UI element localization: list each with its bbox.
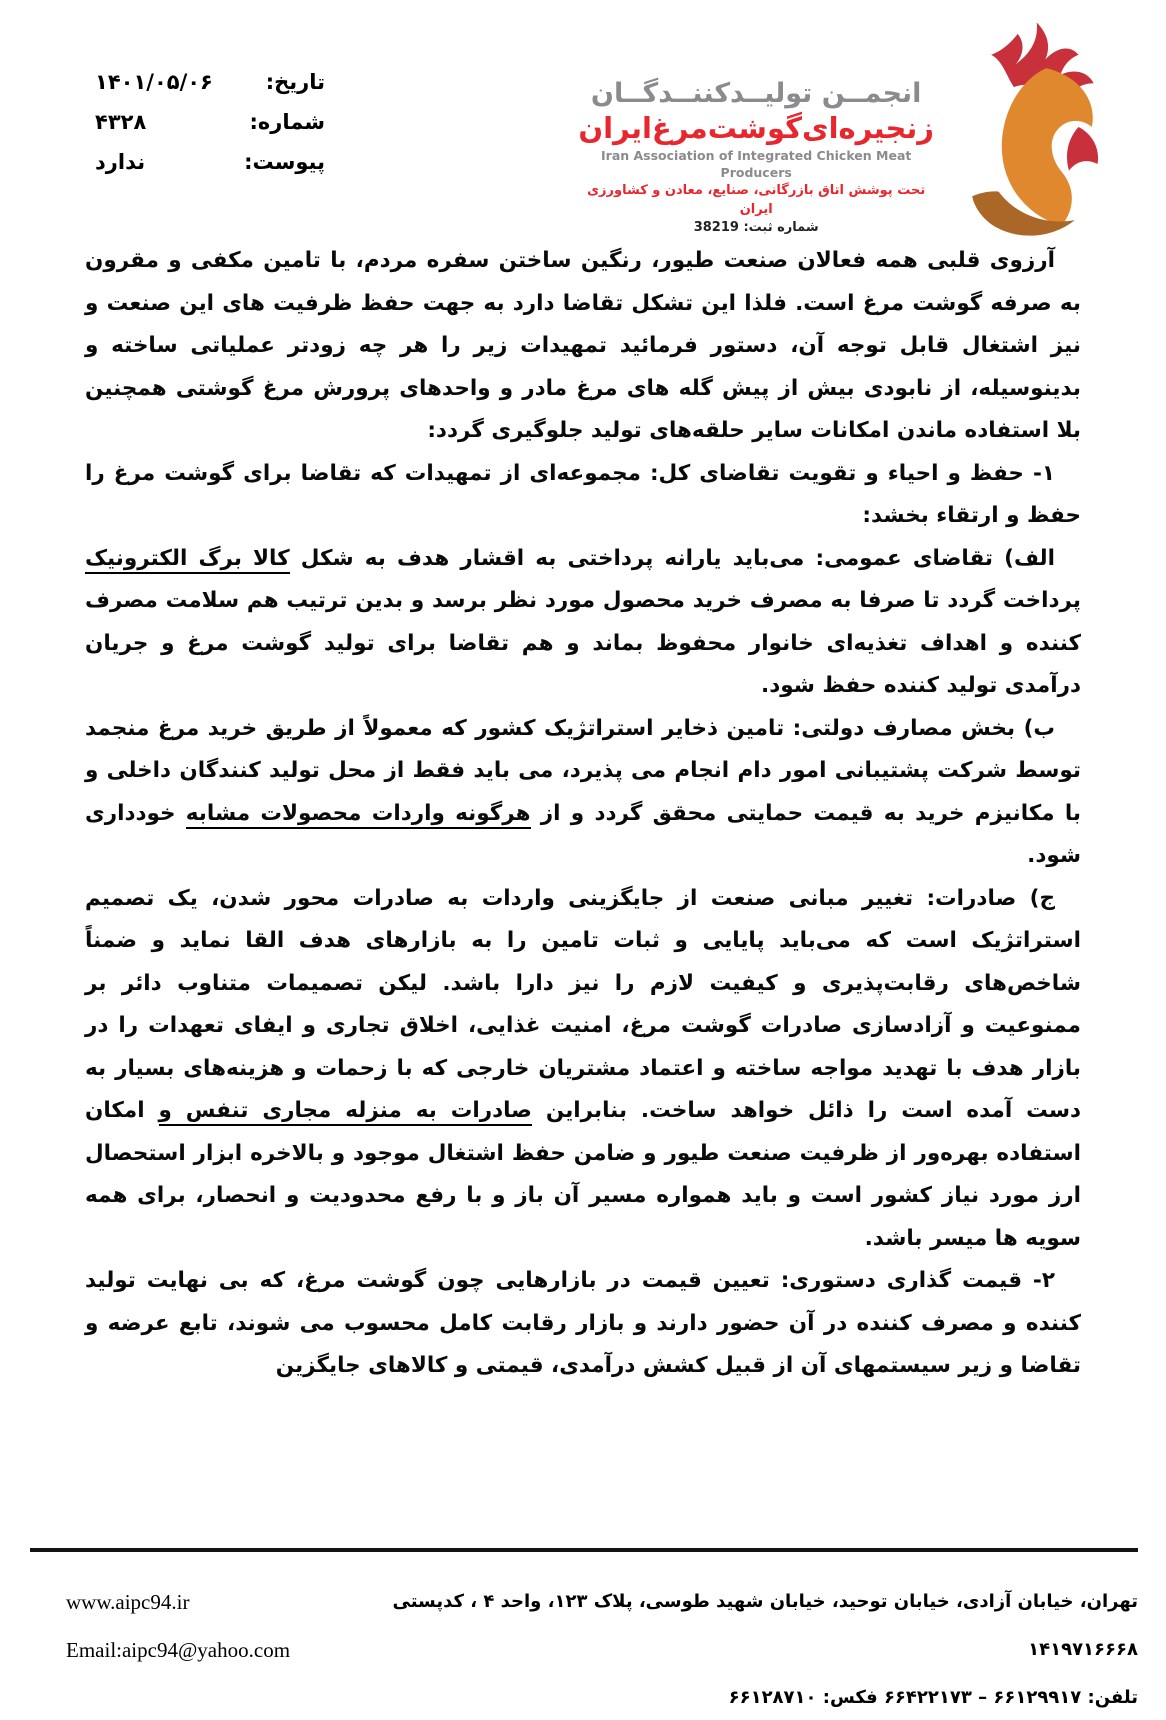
number-label: شماره: [249,110,325,134]
section-1b-underlined: هرگونه واردات محصولات مشابه [186,801,531,829]
intro-text: آرزوی قلبی همه فعالان صنعت طیور، رنگین ساختن سفره مردم، با تامین مکفی و مقرون به صرفه گوشت مرغ است. فلذا این تشکل تقاضا دارد به جهت حفظ ظرفیت های این صنعت و نیز اشتغال قابل توجه آن، دستور فرمائید تمهیدات زیر را هر چه زودتر عملیاتی ساخته و بدینوسیله، از نابودی بیش از پیش گله های مرغ مادر و واحدهای پرورش مرغ گوشتی همچنین بلا استفاده ماندن امکانات سایر حلقه‌های تولید جلوگیری گردد: [85,248,1081,443]
paragraph-intro [85,240,1081,453]
section-1c-text1: تغییر مبانی صنعت از جایگزینی واردات به صادرات محور شدن، یک تصمیم استراتژیک است که می‌باید پایایی و ثبات تامین را به بازارهای هدف القا نماید و ضمناً شاخص‌های رقابت‌پذیری و کیفیت لازم را نیز دارا باشد. لیکن تصمیمات متناوب دائر بر ممنوعیت و آزادسازی صادرات گوشت مرغ، امنیت غذایی، اخلاق تجاری و ایفای تعهدات را در بازار هدف با تهدید مواجه ساخته و اعتماد مشتریان خارجی که با زحمات و هزینه‌های بسیار به دست آمده است را ذائل خواهد ساخت. بنابراین [85,885,1082,1123]
org-subtitle-fa: تحت پوشش اتاق بازرگانی، صنایع، معادن و کشاورزی ایران [587,183,926,217]
rooster-icon [936,14,1126,239]
footer [30,1578,1138,1720]
attachment-label: پیوست: [244,150,325,174]
org-name-en: Iran Association of Integrated Chicken Meat Producers [601,148,912,180]
attachment-value: ندارد [95,150,146,174]
date-label: تاریخ: [265,70,325,94]
paragraph-section-2 [85,1260,1081,1388]
org-name-fa-line1: انجمــن تولیــدکننــدگــان [590,78,922,109]
attachment-row [95,142,325,182]
footer-contact-fa [290,1578,1138,1720]
section-2-heading: ۲- قیمت گذاری دستوری: [769,1268,1055,1293]
section-1a-text2: پرداخت گردد تا صرفا به مصرف خرید محصول مورد نظر برسد و بدین ترتیب هم سلامت مصرف کننده و اهداف تغذیه‌ای خانوار محفوظ بماند و هم تقاضا برای تولید گوشت مرغ و جریان درآمدی تولید کننده حفظ شود. [85,588,1081,698]
section-1a-heading: الف) تقاضای عمومی: [804,545,1056,571]
section-1-text: مجموعه‌ای از تمهیدات که تقاضا برای گوشت مرغ را حفظ و ارتقاء بخشد: [85,460,1081,528]
footer-phone-fax: تلفن: ۶۶۱۲۹۹۱۷ – ۶۶۴۲۲۱۷۳ فکس: ۶۶۱۲۸۷۱۰ [728,1687,1138,1708]
paragraph-section-1b [85,708,1081,878]
section-2-text: تعیین قیمت در بازارهایی چون گوشت مرغ، که بی نهایت تولید کننده و مصرف کننده در آن حضور دارند و بازار رقابت کامل محسوب می شوند، تابع عرضه و تقاضا و زیر سیستمهای آن از قبیل کشش درآمدی، قیمتی و کالاهای جایگزین [85,1268,1081,1378]
date-value: ۱۴۰۱/۰۵/۰۶ [95,70,213,94]
section-1a-text1: می‌باید یارانه پرداختی به اقشار هدف به شکل [289,545,805,571]
number-row [95,102,325,142]
section-1-heading: ۱- حفظ و احیاء و تقویت تقاضای کل: [640,460,1055,486]
section-1c-heading: ج) صادرات: [913,885,1055,911]
letter-body [85,240,1081,1388]
org-registration-number: شماره ثبت: 38219 [693,220,819,235]
footer-website: www.aipc94.ir [66,1590,190,1614]
org-name-fa-line2: زنجیره‌ای‌گوشت‌مرغ‌ایران [578,111,934,145]
section-1b-text2: خودداری شود. [85,800,1081,868]
number-value: ۴۳۲۸ [95,110,147,134]
section-1b-heading: ب) بخش مصارف دولتی: [784,715,1056,741]
section-1b-text1: تامین ذخایر استراتژیک کشور که معمولاً از طریق خرید مرغ منجمد توسط شرکت پشتیبانی امور دام انجام می پذیرد، می باید فقط از محل تولید کنندگان داخلی و با مکانیزم خرید به قیمت حمایتی محقق گردد و از [85,715,1081,826]
paragraph-section-1a [85,538,1081,708]
letter-meta [95,62,325,182]
section-1a-underlined: کالا برگ الکترونیک [85,546,290,574]
section-1c-text2: امکان استفاده بهره‌ور از ظرفیت صنعت طیور و ضامن حفظ اشتغال موجود و بالاخره ابزار استحصال ارز مورد نیاز کشور است و باید همواره مسیر آن باز و با رفع محدودیت و انحصار، برای همه سویه ها میسر باشد. [85,1098,1081,1251]
paragraph-section-1 [85,453,1081,538]
footer-contact-en [30,1578,290,1720]
section-1c-underlined: صادرات به منزله مجاری تنفس و [159,1098,532,1126]
org-logo [578,14,1126,239]
footer-email: Email:aipc94@yahoo.com [66,1638,291,1662]
footer-address: تهران، خیابان آزادی، خیابان توحید، خیابان شهید طوسی، پلاک ۱۲۳، واحد ۴ ، کدپستی ۱۴۱۹۷۱۶۶۶۸ [392,1591,1138,1660]
logo-text [578,14,936,237]
footer-divider [30,1548,1138,1552]
paragraph-section-1c [85,878,1081,1261]
date-row [95,62,325,102]
